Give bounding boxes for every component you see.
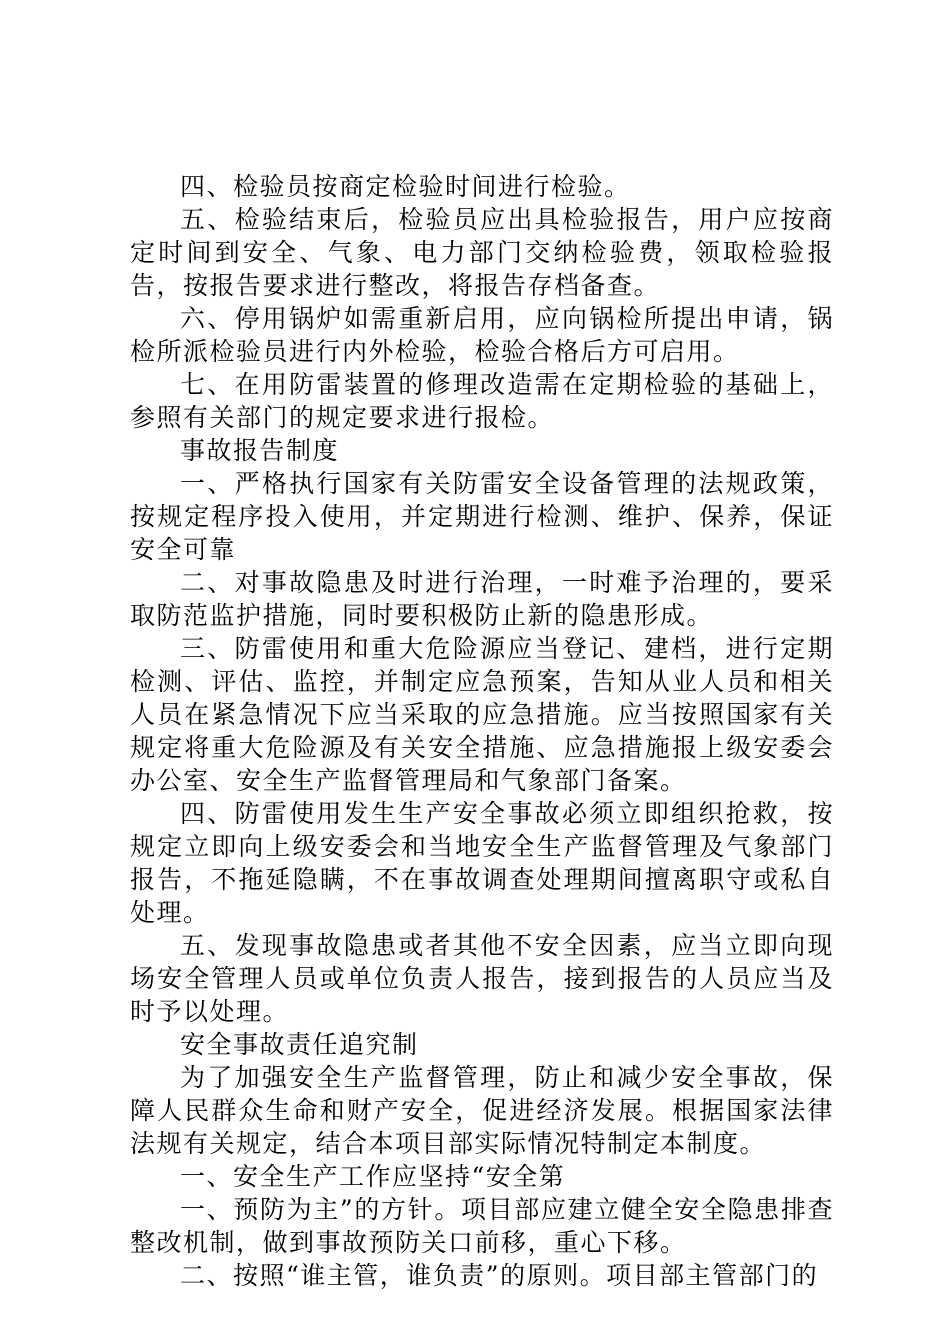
paragraph-accountability-1-cont: 一、预防为主”的方针。项目部应建立健全安全隐患排查整改机制，做到事故预防关口前移，重心下移。 xyxy=(130,1195,834,1257)
paragraph-accountability-intro: 为了加强安全生产监督管理，防止和减少安全事故，保障人民群众生命和财产安全，促进经济发展。根据国家法律法规有关规定，结合本项目部实际情况特制定本制度。 xyxy=(130,1063,834,1158)
paragraph-accountability-1: 一、安全生产工作应坚持“安全第 xyxy=(180,1162,566,1191)
paragraph-inspection-7: 七、在用防雷装置的修理改造需在定期检验的基础上，参照有关部门的规定要求进行报检。 xyxy=(130,370,834,432)
section-heading-accountability: 安全事故责任追究制 xyxy=(180,1030,419,1059)
paragraph-report-5: 五、发现事故隐患或者其他不安全因素，应当立即向现场安全管理人员或单位负责人报告，接到报告的人员应当及时予以处理。 xyxy=(130,931,834,1026)
document-page xyxy=(130,170,834,1292)
paragraph-accountability-2: 二、按照“谁主管，谁负责”的原则。项目部主管部门的 xyxy=(180,1261,819,1290)
paragraph-report-1: 一、严格执行国家有关防雷安全设备管理的法规政策，按规定程序投入使用，并定期进行检测、维护、保养，保证安全可靠 xyxy=(130,469,834,564)
paragraph-inspection-4: 四、检验员按商定检验时间进行检验。 xyxy=(180,172,631,201)
paragraph-inspection-5: 五、检验结束后，检验员应出具检验报告，用户应按商定时间到安全、气象、电力部门交纳检验费，领取检验报告，按报告要求进行整改，将报告存档备查。 xyxy=(130,205,834,300)
paragraph-report-4: 四、防雷使用发生生产安全事故必须立即组织抢救，按规定立即向上级安委会和当地安全生产监督管理及气象部门报告，不拖延隐瞒，不在事故调查处理期间擅离职守或私自处理。 xyxy=(130,799,834,927)
paragraph-inspection-6: 六、停用锅炉如需重新启用，应向锅检所提出申请，锅检所派检验员进行内外检验，检验合格后方可启用。 xyxy=(130,304,834,366)
paragraph-report-3: 三、防雷使用和重大危险源应当登记、建档，进行定期检测、评估、监控，并制定应急预案，告知从业人员和相关人员在紧急情况下应当采取的应急措施。应当按照国家有关规定将重大危险源及有关安全措施、应急措施报上级安委会办公室、安全生产监督管理局和气象部门备案。 xyxy=(130,634,834,795)
paragraph-report-2: 二、对事故隐患及时进行治理，一时难予治理的，要采取防范监护措施，同时要积极防止新的隐患形成。 xyxy=(130,568,834,630)
section-heading-accident-report: 事故报告制度 xyxy=(180,436,340,465)
